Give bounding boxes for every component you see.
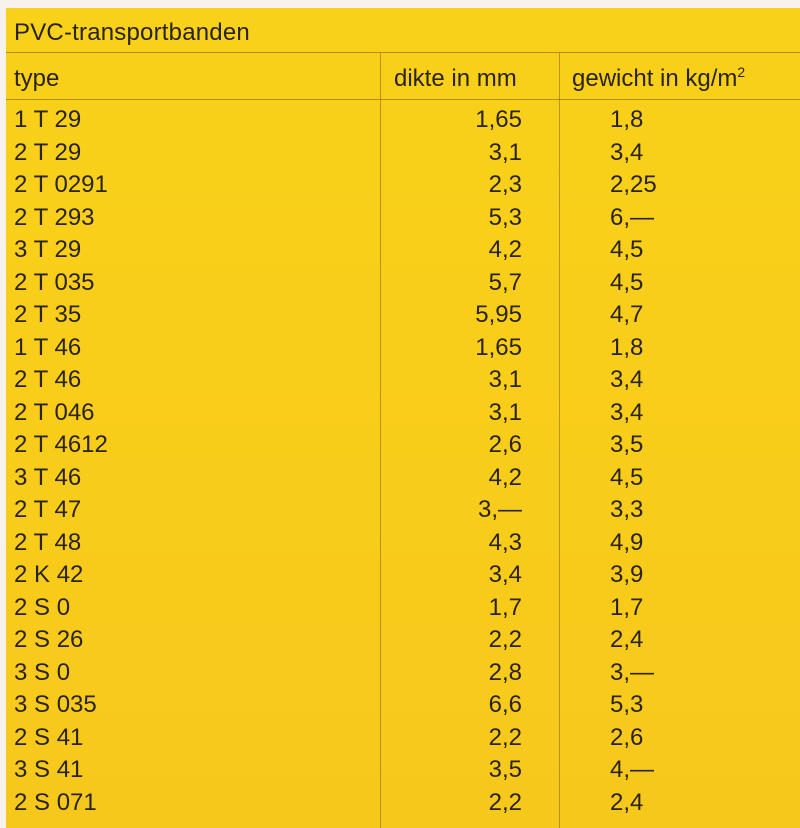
table-row <box>6 657 800 690</box>
cell-gewicht: 2,4 <box>610 788 644 816</box>
cell-gewicht: 1,8 <box>610 106 644 133</box>
cell-type: 2 S 41 <box>14 723 84 751</box>
cell-type: 3 S 41 <box>14 756 84 783</box>
cell-dikte: 3,1 <box>488 366 522 393</box>
cell-dikte: 3,— <box>477 496 522 523</box>
cell-dikte: 3,4 <box>488 561 522 588</box>
cell-dikte: 4,2 <box>488 236 522 263</box>
cell-type: 2 S 0 <box>14 593 71 621</box>
table-row <box>6 624 800 657</box>
table-row <box>6 299 800 332</box>
table-row <box>6 429 800 462</box>
cell-type: 2 T 035 <box>14 268 95 296</box>
cell-type: 2 T 48 <box>14 528 82 556</box>
cell-dikte: 4,2 <box>488 463 522 491</box>
cell-gewicht: 4,7 <box>610 301 644 328</box>
cell-dikte: 2,2 <box>488 788 522 816</box>
cell-gewicht: 3,3 <box>610 496 644 523</box>
table-row <box>6 722 800 755</box>
cell-dikte: 2,2 <box>488 723 522 751</box>
header-gewicht-superscript: 2 <box>737 64 746 80</box>
cell-gewicht: 5,3 <box>610 691 644 718</box>
table-row <box>6 559 800 592</box>
cell-dikte: 1,65 <box>475 106 522 133</box>
cell-gewicht: 2,25 <box>610 171 657 198</box>
table-row <box>6 234 800 267</box>
table-header-row <box>6 53 800 100</box>
cell-dikte: 2,2 <box>488 626 522 653</box>
table-row <box>6 169 800 202</box>
cell-dikte: 5,7 <box>488 268 522 296</box>
cell-dikte: 4,3 <box>488 528 522 556</box>
cell-type: 3 S 035 <box>14 691 97 718</box>
table-row <box>6 104 800 137</box>
cell-gewicht: 2,4 <box>610 626 644 653</box>
cell-dikte: 2,8 <box>488 658 522 686</box>
cell-type: 3 T 46 <box>14 463 82 491</box>
cell-type: 2 T 046 <box>14 398 95 426</box>
cell-dikte: 5,95 <box>475 301 522 328</box>
cell-type: 1 T 29 <box>14 106 82 133</box>
table-title: PVC-transportbanden <box>14 19 250 46</box>
cell-gewicht: 4,— <box>610 756 655 783</box>
cell-dikte: 1,7 <box>488 593 522 621</box>
cell-gewicht: 3,4 <box>610 366 644 393</box>
pvc-transportbanden-table <box>6 8 800 828</box>
header-gewicht-label: gewicht in kg/m <box>572 65 738 92</box>
cell-type: 2 T 293 <box>14 203 95 231</box>
header-type: type <box>14 65 60 92</box>
cell-type: 2 T 35 <box>14 301 82 328</box>
cell-type: 2 T 0291 <box>14 171 108 198</box>
cell-gewicht: 4,9 <box>610 528 644 556</box>
cell-gewicht: 1,7 <box>610 593 644 621</box>
table-row <box>6 397 800 430</box>
cell-dikte: 2,6 <box>488 431 522 458</box>
cell-gewicht: 4,5 <box>610 268 644 296</box>
table-body <box>6 104 800 819</box>
cell-gewicht: 3,5 <box>610 431 644 458</box>
cell-dikte: 5,3 <box>488 203 522 231</box>
table-title-bar <box>6 8 800 53</box>
cell-dikte: 3,1 <box>488 398 522 426</box>
cell-dikte: 3,1 <box>488 138 522 166</box>
table-row <box>6 462 800 495</box>
cell-dikte: 1,65 <box>475 333 522 361</box>
cell-type: 2 T 29 <box>14 138 82 166</box>
cell-gewicht: 3,— <box>610 658 655 686</box>
cell-gewicht: 6,— <box>610 203 655 231</box>
cell-type: 1 T 46 <box>14 333 82 361</box>
cell-gewicht: 4,5 <box>610 463 644 491</box>
table-row <box>6 787 800 820</box>
cell-gewicht: 3,4 <box>610 398 644 426</box>
cell-type: 2 S 26 <box>14 626 84 653</box>
cell-type: 2 K 42 <box>14 561 84 588</box>
cell-type: 2 T 4612 <box>14 431 108 458</box>
table-row <box>6 527 800 560</box>
table-row <box>6 267 800 300</box>
cell-dikte: 6,6 <box>488 691 522 718</box>
table-row <box>6 202 800 235</box>
cell-type: 2 T 47 <box>14 496 82 523</box>
header-gewicht <box>572 65 745 93</box>
cell-type: 3 S 0 <box>14 658 71 686</box>
cell-dikte: 2,3 <box>488 171 522 198</box>
table-row <box>6 689 800 722</box>
cell-type: 2 T 46 <box>14 366 82 393</box>
cell-gewicht: 3,4 <box>610 138 644 166</box>
cell-gewicht: 2,6 <box>610 723 644 751</box>
header-dikte: dikte in mm <box>394 65 517 92</box>
table-row <box>6 494 800 527</box>
table-row <box>6 592 800 625</box>
cell-dikte: 3,5 <box>488 756 522 783</box>
table-row <box>6 364 800 397</box>
cell-gewicht: 1,8 <box>610 333 644 361</box>
cell-gewicht: 3,9 <box>610 561 644 588</box>
cell-type: 3 T 29 <box>14 236 82 263</box>
cell-gewicht: 4,5 <box>610 236 644 263</box>
table-row <box>6 754 800 787</box>
table-row <box>6 332 800 365</box>
table-row <box>6 137 800 170</box>
cell-type: 2 S 071 <box>14 788 97 816</box>
